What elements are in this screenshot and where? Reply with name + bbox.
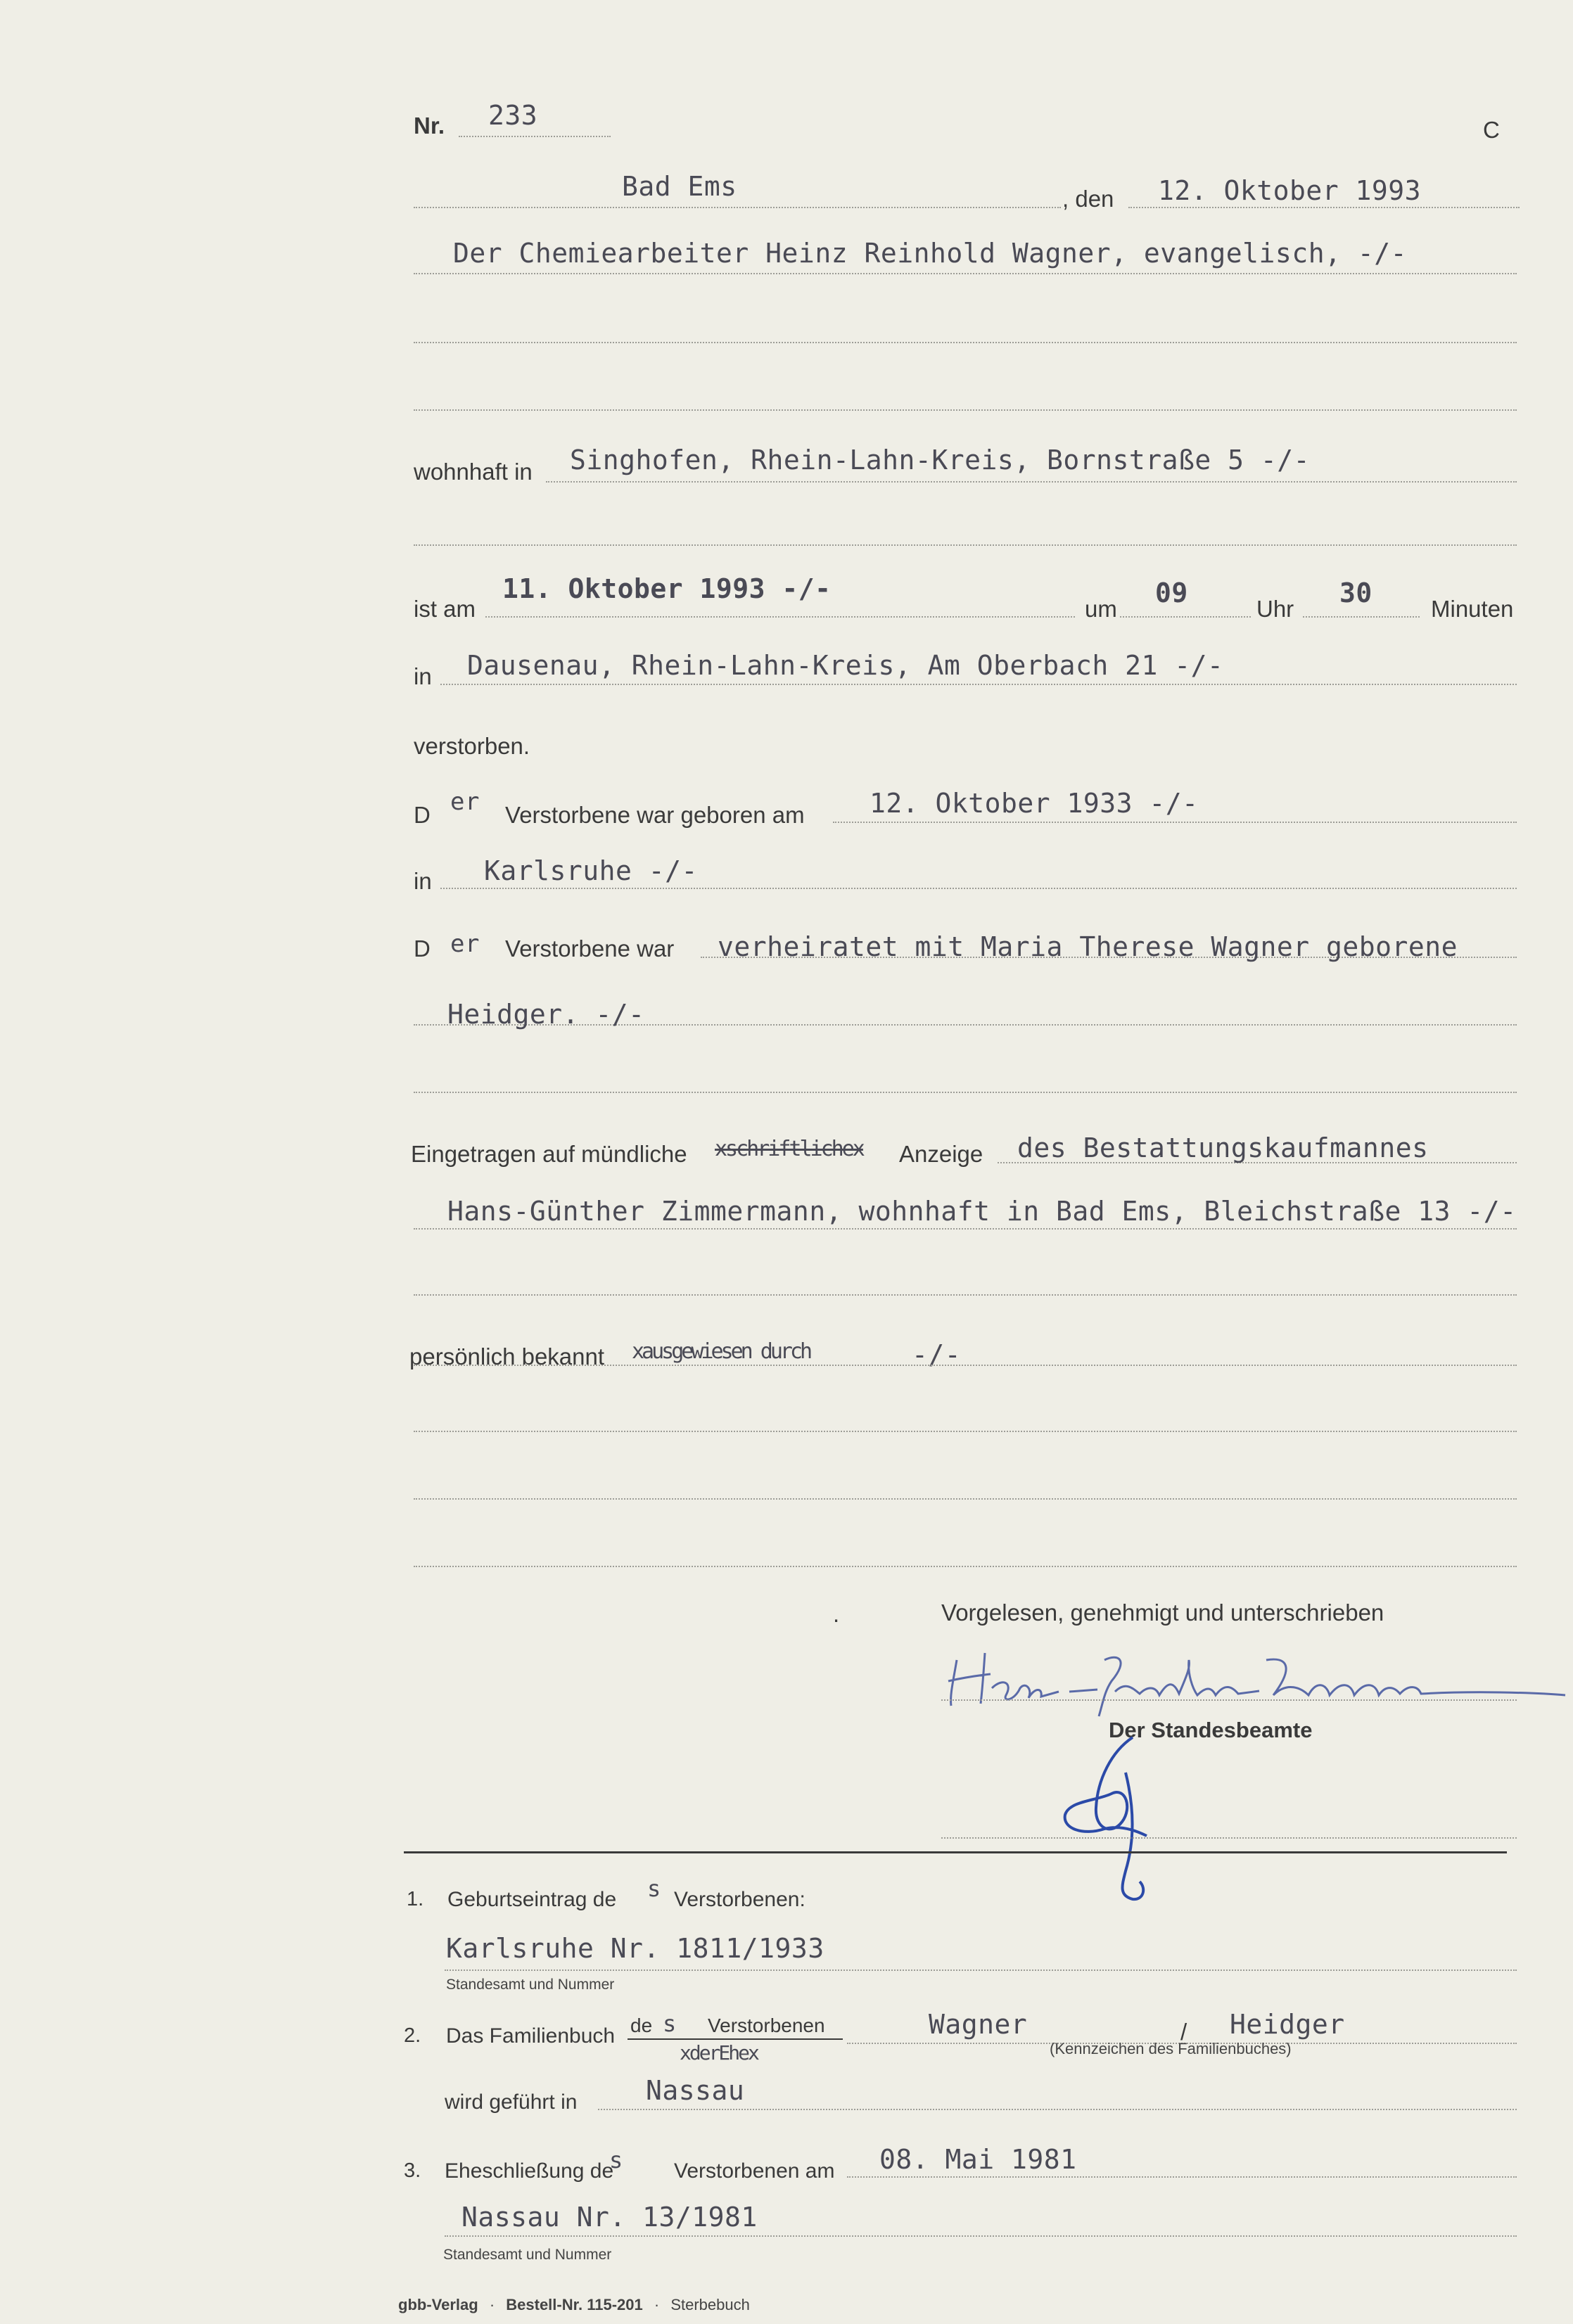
item3-caption: Standesamt und Nummer: [443, 2247, 612, 2263]
informant-line-3: [414, 1294, 1517, 1296]
person-line-1: [414, 273, 1517, 274]
person-surname: Wagner: [1012, 238, 1112, 269]
vorgelesen-dot: .: [833, 1601, 840, 1627]
person-line-3: [414, 409, 1517, 411]
gender-suffix-2: er: [450, 930, 480, 958]
item3-label-b: Verstorbenen am: [674, 2159, 835, 2183]
item3-number: 3.: [404, 2159, 421, 2182]
informant-signature: [936, 1639, 1569, 1723]
item3-line: [445, 2235, 1517, 2237]
gender-suffix-1: er: [450, 788, 480, 816]
corner-letter: C: [1483, 117, 1500, 143]
bekannt-line-3: [414, 1498, 1517, 1500]
nr-line: [459, 136, 611, 137]
birth-place-line: [440, 888, 1517, 889]
bekannt-label: persönlich bekannt: [409, 1343, 605, 1370]
footer-book: Sterbebuch: [670, 2296, 750, 2313]
item3-date: 08. Mai 1981: [879, 2144, 1077, 2175]
den-label: , den: [1062, 186, 1114, 212]
footer-order-number: Bestell-Nr. 115-201: [506, 2296, 643, 2313]
birth-place: Karlsruhe -/-: [484, 855, 698, 886]
d-label-1: D: [414, 802, 431, 828]
item2-fraction-line: [628, 2038, 843, 2040]
item2-number: 2.: [404, 2024, 421, 2047]
footer-publisher: gbb-Verlag: [398, 2296, 478, 2313]
footer-separator-1: ·: [489, 2296, 495, 2313]
item3-value: Nassau Nr. 13/1981: [461, 2202, 758, 2233]
residence: Singhofen, Rhein-Lahn-Kreis, Bornstraße 5 -/-: [570, 445, 1311, 475]
residence-line: [546, 481, 1517, 483]
footer: [398, 2296, 750, 2314]
footer-separator-2: ·: [654, 2296, 660, 2313]
in-label: in: [414, 663, 432, 689]
wohnhaft-label: wohnhaft in: [414, 459, 533, 485]
item2-caption: (Kennzeichen des Familienbuches): [1050, 2040, 1292, 2057]
registrar-signature: [1055, 1730, 1168, 1913]
date-line: [1128, 207, 1520, 208]
birth-date: 12. Oktober 1933 -/-: [870, 788, 1199, 819]
item2-de: de: [630, 2015, 653, 2036]
death-place: Dausenau, Rhein-Lahn-Kreis, Am Oberbach 21 -/-: [467, 650, 1224, 681]
person-religion: , evangelisch, -/-: [1111, 238, 1407, 269]
registrar-signature-line: [941, 1837, 1517, 1839]
item1-number: 1.: [407, 1888, 424, 1910]
nr-label: Nr.: [414, 113, 445, 139]
informant-2: Hans-Günther Zimmermann, wohnhaft in Bad Ems, Bleichstraße 13 -/-: [447, 1196, 1517, 1227]
item2-name1: Wagner: [929, 2009, 1028, 2040]
minuten-label: Minuten: [1431, 596, 1514, 622]
item2-label: Das Familienbuch: [446, 2024, 616, 2048]
bekannt-line-1: [414, 1365, 1517, 1366]
person-intro: Der Chemiearbeiter Heinz Reinhold: [453, 238, 996, 269]
death-place-line: [440, 684, 1517, 685]
bekannt-value: -/-: [912, 1339, 962, 1370]
item1-s: s: [647, 1875, 661, 1902]
um-label: um: [1085, 596, 1117, 622]
in-label-2: in: [414, 868, 432, 894]
informant-1: des Bestattungskaufmannes: [1017, 1132, 1429, 1163]
bekannt-line-4: [414, 1566, 1517, 1567]
ist-am-label: ist am: [414, 596, 476, 622]
item1-line: [445, 1969, 1517, 1971]
d-label-2: D: [414, 936, 431, 962]
birth-date-line: [833, 822, 1517, 823]
item2-name2: Heidger: [1230, 2009, 1345, 2040]
item3-s: s: [609, 2147, 623, 2173]
item2-verstorbenen: Verstorbenen: [708, 2015, 825, 2036]
bekannt-line-2: [414, 1431, 1517, 1432]
geboren-label: Verstorbene war geboren am: [505, 802, 805, 828]
item3-label-a: Eheschließung de: [445, 2159, 614, 2183]
item2b-value: Nassau: [646, 2075, 745, 2106]
registration-date: 12. Oktober 1993: [1158, 175, 1422, 206]
item1-label-b: Verstorbenen:: [674, 1888, 805, 1911]
death-minute: 30: [1339, 577, 1373, 608]
death-date-line: [485, 616, 1075, 618]
struck-ausgewiesen: xausgewiesen durch: [632, 1339, 810, 1364]
residence-line-2: [414, 544, 1517, 546]
anzeige-label: Anzeige: [899, 1141, 983, 1167]
item2b-label: wird geführt in: [445, 2090, 578, 2114]
uhr-label: Uhr: [1256, 596, 1294, 622]
item3-date-line: [847, 2176, 1517, 2178]
entry-number: 233: [488, 100, 538, 131]
place: Bad Ems: [622, 171, 737, 202]
item2-struck: xderEhex: [680, 2041, 758, 2064]
struck-schriftliche: xschriftlichex: [715, 1137, 863, 1161]
hour-line: [1120, 616, 1251, 618]
item1-label-a: Geburtseintrag de: [447, 1888, 617, 1911]
item2-slash: /: [1180, 2019, 1187, 2045]
item2-s: s: [663, 2010, 677, 2037]
informant-signature-line: [941, 1699, 1517, 1701]
verstorben-label: verstorben.: [414, 733, 530, 759]
marital-status-2: Heidger. -/-: [447, 999, 645, 1030]
death-date: 11. Oktober 1993 -/-: [502, 573, 832, 604]
marital-line-3: [414, 1092, 1517, 1093]
item1-value: Karlsruhe Nr. 1811/1933: [446, 1933, 824, 1964]
marital-status-1: verheiratet mit Maria Therese Wagner geborene: [718, 931, 1458, 962]
eingetragen-label: Eingetragen auf mündliche: [411, 1141, 687, 1167]
item1-caption: Standesamt und Nummer: [446, 1977, 615, 1993]
minute-line: [1303, 616, 1420, 618]
section-divider: [404, 1851, 1507, 1853]
item2b-line: [598, 2109, 1517, 2110]
war-label: Verstorbene war: [505, 936, 675, 962]
standesbeamte-label: Der Standesbeamte: [1109, 1718, 1313, 1742]
informant-line-2: [414, 1228, 1517, 1230]
death-hour: 09: [1155, 577, 1188, 608]
person-line-2: [414, 342, 1517, 343]
place-line: [414, 207, 1061, 208]
vorgelesen-label: Vorgelesen, genehmigt und unterschrieben: [941, 1600, 1384, 1626]
person-description: [453, 238, 1407, 269]
